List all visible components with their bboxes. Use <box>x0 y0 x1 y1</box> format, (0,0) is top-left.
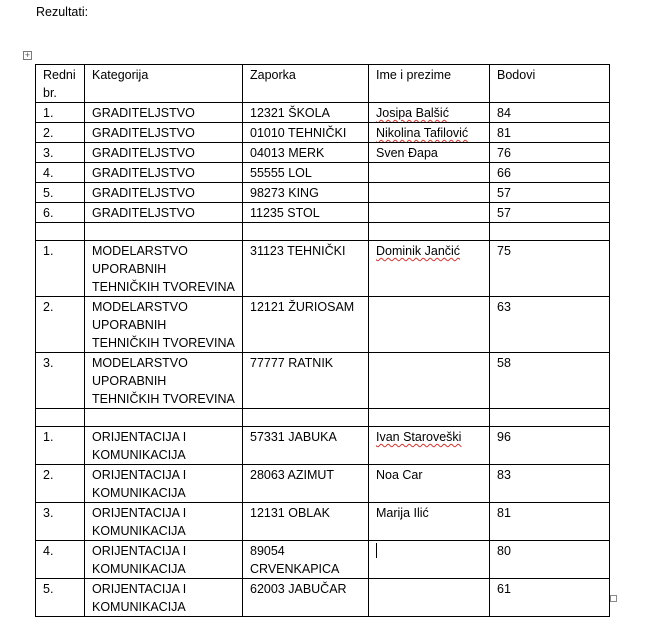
cell-category[interactable]: MODELARSTVO UPORABNIH TEHNIČKIH TVOREVINA <box>85 297 243 353</box>
cell-category[interactable]: GRADITELJSTVO <box>85 123 243 143</box>
cell-name[interactable] <box>369 541 490 579</box>
cell-name[interactable] <box>369 241 490 297</box>
cell-code[interactable]: 12321 ŠKOLA <box>243 103 369 123</box>
cell-category[interactable]: ORIJENTACIJA I KOMUNIKACIJA <box>85 541 243 579</box>
cell-points[interactable]: 81 <box>490 503 610 541</box>
empty-cell[interactable] <box>369 223 490 241</box>
cell-no[interactable]: 6. <box>36 203 85 223</box>
cell-category[interactable]: ORIJENTACIJA I KOMUNIKACIJA <box>85 427 243 465</box>
cell-code[interactable]: 04013 MERK <box>243 143 369 163</box>
cell-no[interactable]: 4. <box>36 541 85 579</box>
cell-name[interactable] <box>369 183 490 203</box>
cell-code[interactable]: 77777 RATNIK <box>243 353 369 409</box>
table-resize-handle-icon[interactable] <box>610 595 617 602</box>
table-row <box>36 503 610 541</box>
header-cell[interactable]: Redni br. <box>36 65 85 103</box>
cell-points[interactable]: 96 <box>490 427 610 465</box>
cell-category[interactable]: ORIJENTACIJA I KOMUNIKACIJA <box>85 579 243 617</box>
cell-name[interactable]: Sven Đapa <box>369 143 490 163</box>
cell-points[interactable]: 81 <box>490 123 610 143</box>
cell-points[interactable]: 57 <box>490 203 610 223</box>
cell-no[interactable]: 5. <box>36 579 85 617</box>
cell-category[interactable]: MODELARSTVO UPORABNIH TEHNIČKIH TVOREVINA <box>85 241 243 297</box>
cell-points[interactable]: 66 <box>490 163 610 183</box>
cell-name[interactable] <box>369 103 490 123</box>
cell-code[interactable]: 01010 TEHNIČKI <box>243 123 369 143</box>
cell-name[interactable] <box>369 163 490 183</box>
cell-name[interactable] <box>369 427 490 465</box>
name-text: Josipa Balšić <box>376 106 449 120</box>
cell-name[interactable] <box>369 123 490 143</box>
cell-no[interactable]: 3. <box>36 353 85 409</box>
cell-category[interactable]: GRADITELJSTVO <box>85 143 243 163</box>
cell-points[interactable]: 80 <box>490 541 610 579</box>
table-row <box>36 297 610 353</box>
cell-code[interactable]: 31123 TEHNIČKI <box>243 241 369 297</box>
empty-cell[interactable] <box>85 409 243 427</box>
cell-category[interactable]: ORIJENTACIJA I KOMUNIKACIJA <box>85 503 243 541</box>
cell-code[interactable]: 62003 JABUČAR <box>243 579 369 617</box>
empty-cell[interactable] <box>36 223 85 241</box>
table-row <box>36 241 610 297</box>
cell-points[interactable]: 61 <box>490 579 610 617</box>
table-row <box>36 353 610 409</box>
empty-cell[interactable] <box>36 409 85 427</box>
table-row <box>36 465 610 503</box>
cell-points[interactable]: 76 <box>490 143 610 163</box>
cell-no[interactable]: 2. <box>36 123 85 143</box>
page-heading: Rezultati: <box>36 5 89 19</box>
table-row <box>36 427 610 465</box>
cell-points[interactable]: 84 <box>490 103 610 123</box>
name-text: Ivan Staroveški <box>376 430 462 444</box>
table-spacer-row <box>36 223 610 241</box>
cell-code[interactable]: 12121 ŽURIOSAM <box>243 297 369 353</box>
cell-code[interactable]: 89054 CRVENKAPICA <box>243 541 369 579</box>
text-cursor <box>376 543 377 558</box>
header-cell[interactable]: Ime i prezime <box>369 65 490 103</box>
cell-name[interactable]: Noa Car <box>369 465 490 503</box>
table-row <box>36 163 610 183</box>
cell-no[interactable]: 1. <box>36 241 85 297</box>
name-text: Nikolina Tafilović <box>376 126 469 140</box>
cell-code[interactable]: 98273 KING <box>243 183 369 203</box>
cell-name[interactable] <box>369 353 490 409</box>
cell-category[interactable]: GRADITELJSTVO <box>85 163 243 183</box>
empty-cell[interactable] <box>490 409 610 427</box>
cell-no[interactable]: 5. <box>36 183 85 203</box>
table-row <box>36 143 610 163</box>
cell-no[interactable]: 4. <box>36 163 85 183</box>
table-row <box>36 203 610 223</box>
table-header-row <box>36 65 610 103</box>
empty-cell[interactable] <box>369 409 490 427</box>
cell-category[interactable]: GRADITELJSTVO <box>85 103 243 123</box>
empty-cell[interactable] <box>243 223 369 241</box>
cell-no[interactable]: 3. <box>36 143 85 163</box>
results-table <box>35 64 610 617</box>
cell-no[interactable]: 2. <box>36 297 85 353</box>
header-cell[interactable]: Zaporka <box>243 65 369 103</box>
table-row <box>36 123 610 143</box>
cell-code[interactable]: 11235 STOL <box>243 203 369 223</box>
cell-points[interactable]: 83 <box>490 465 610 503</box>
cell-no[interactable]: 3. <box>36 503 85 541</box>
cell-name[interactable]: Marija Ilić <box>369 503 490 541</box>
header-cell[interactable]: Bodovi <box>490 65 610 103</box>
cell-name[interactable] <box>369 297 490 353</box>
table-move-handle-icon[interactable]: + <box>24 50 31 60</box>
cell-category[interactable]: GRADITELJSTVO <box>85 203 243 223</box>
table-row <box>36 103 610 123</box>
cell-code[interactable]: 12131 OBLAK <box>243 503 369 541</box>
table-row <box>36 541 610 579</box>
cell-name[interactable] <box>369 579 490 617</box>
cell-points[interactable]: 58 <box>490 353 610 409</box>
cell-code[interactable]: 55555 LOL <box>243 163 369 183</box>
header-cell[interactable]: Kategorija <box>85 65 243 103</box>
cell-category[interactable]: ORIJENTACIJA I KOMUNIKACIJA <box>85 465 243 503</box>
name-text: Dominik Jančić <box>376 244 461 258</box>
cell-category[interactable]: GRADITELJSTVO <box>85 183 243 203</box>
empty-cell[interactable] <box>490 223 610 241</box>
cell-points[interactable]: 75 <box>490 241 610 297</box>
cell-code[interactable]: 57331 JABUKA <box>243 427 369 465</box>
cell-points[interactable]: 63 <box>490 297 610 353</box>
cell-code[interactable]: 28063 AZIMUT <box>243 465 369 503</box>
cell-no[interactable]: 1. <box>36 103 85 123</box>
table-row <box>36 579 610 617</box>
cell-category[interactable]: MODELARSTVO UPORABNIH TEHNIČKIH TVOREVINA <box>85 353 243 409</box>
table-row <box>36 183 610 203</box>
table-spacer-row <box>36 409 610 427</box>
cell-points[interactable]: 57 <box>490 183 610 203</box>
cell-no[interactable]: 2. <box>36 465 85 503</box>
empty-cell[interactable] <box>85 223 243 241</box>
cell-no[interactable]: 1. <box>36 427 85 465</box>
empty-cell[interactable] <box>243 409 369 427</box>
cell-name[interactable] <box>369 203 490 223</box>
